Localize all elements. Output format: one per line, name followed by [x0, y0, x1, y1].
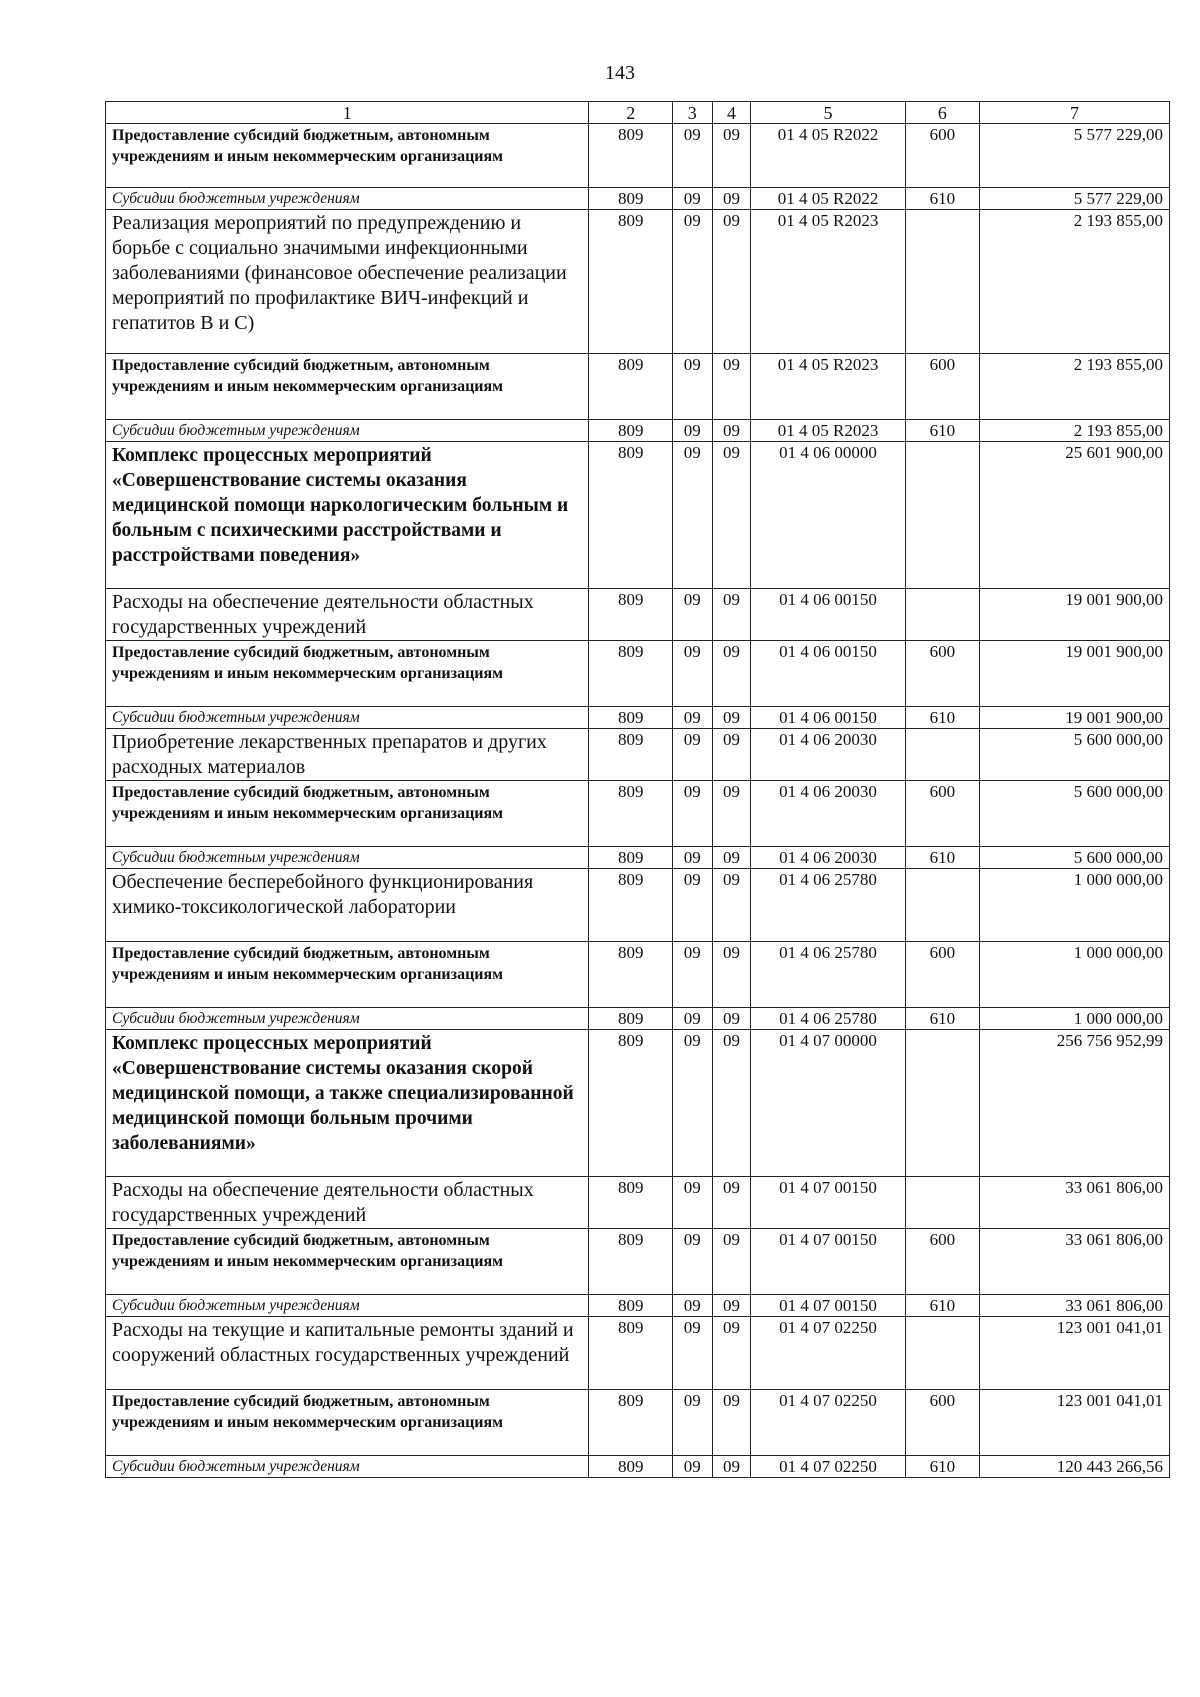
row-description: Комплекс процессных мероприятий «Совершенствование системы оказания скорой медицинской помощи, а также специализированной медицинской помощи больным прочими заболеваниями» [106, 1030, 589, 1177]
section-code: 09 [672, 589, 712, 641]
table-row [106, 1456, 1170, 1478]
expense-type-code [905, 1030, 979, 1177]
target-article-code: 01 4 06 00150 [751, 707, 906, 729]
expense-type-code: 600 [905, 1229, 979, 1295]
section-code: 09 [672, 1008, 712, 1030]
column-header: 2 [589, 102, 673, 124]
section-code: 09 [672, 781, 712, 847]
ministry-code: 809 [589, 1295, 673, 1317]
subsection-code: 09 [712, 1229, 751, 1295]
row-description: Предоставление субсидий бюджетным, автономным учреждениям и иным некоммерческим организациям [106, 1229, 589, 1295]
table-row [106, 589, 1170, 641]
section-code: 09 [672, 729, 712, 781]
expense-type-code [905, 1317, 979, 1390]
table-row [106, 1229, 1170, 1295]
section-code: 09 [672, 210, 712, 354]
amount: 5 600 000,00 [979, 847, 1169, 869]
row-description: Обеспечение бесперебойного функционирования химико-токсикологической лаборатории [106, 869, 589, 942]
row-description: Предоставление субсидий бюджетным, автономным учреждениям и иным некоммерческим организациям [106, 124, 589, 188]
target-article-code: 01 4 06 00150 [751, 589, 906, 641]
section-code: 09 [672, 869, 712, 942]
section-code: 09 [672, 707, 712, 729]
table-row [106, 707, 1170, 729]
ministry-code: 809 [589, 847, 673, 869]
section-code: 09 [672, 124, 712, 188]
target-article-code: 01 4 06 25780 [751, 869, 906, 942]
expense-type-code [905, 210, 979, 354]
subsection-code: 09 [712, 707, 751, 729]
row-description: Приобретение лекарственных препаратов и других расходных материалов [106, 729, 589, 781]
expense-type-code: 610 [905, 1456, 979, 1478]
table-row [106, 124, 1170, 188]
ministry-code: 809 [589, 420, 673, 442]
ministry-code: 809 [589, 124, 673, 188]
header-row [106, 102, 1170, 124]
row-description: Предоставление субсидий бюджетным, автономным учреждениям и иным некоммерческим организациям [106, 781, 589, 847]
table-row [106, 1295, 1170, 1317]
row-description: Расходы на обеспечение деятельности областных государственных учреждений [106, 1177, 589, 1229]
amount: 5 577 229,00 [979, 124, 1169, 188]
target-article-code: 01 4 06 20030 [751, 847, 906, 869]
table-row [106, 847, 1170, 869]
target-article-code: 01 4 06 25780 [751, 1008, 906, 1030]
amount: 19 001 900,00 [979, 589, 1169, 641]
amount: 256 756 952,99 [979, 1030, 1169, 1177]
amount: 33 061 806,00 [979, 1229, 1169, 1295]
row-description: Расходы на обеспечение деятельности областных государственных учреждений [106, 589, 589, 641]
table-row [106, 729, 1170, 781]
section-code: 09 [672, 354, 712, 420]
target-article-code: 01 4 07 02250 [751, 1456, 906, 1478]
budget-table [105, 101, 1170, 1478]
column-header: 7 [979, 102, 1169, 124]
ministry-code: 809 [589, 781, 673, 847]
amount: 25 601 900,00 [979, 442, 1169, 589]
expense-type-code: 600 [905, 124, 979, 188]
ministry-code: 809 [589, 1229, 673, 1295]
expense-type-code: 600 [905, 641, 979, 707]
row-description: Субсидии бюджетным учреждениям [106, 420, 589, 442]
amount: 19 001 900,00 [979, 641, 1169, 707]
row-description: Субсидии бюджетным учреждениям [106, 188, 589, 210]
target-article-code: 01 4 07 00000 [751, 1030, 906, 1177]
target-article-code: 01 4 05 R2023 [751, 420, 906, 442]
subsection-code: 09 [712, 420, 751, 442]
ministry-code: 809 [589, 210, 673, 354]
expense-type-code [905, 442, 979, 589]
amount: 123 001 041,01 [979, 1390, 1169, 1456]
section-code: 09 [672, 1390, 712, 1456]
subsection-code: 09 [712, 124, 751, 188]
subsection-code: 09 [712, 781, 751, 847]
subsection-code: 09 [712, 729, 751, 781]
amount: 5 577 229,00 [979, 188, 1169, 210]
amount: 5 600 000,00 [979, 729, 1169, 781]
column-header: 6 [905, 102, 979, 124]
ministry-code: 809 [589, 1030, 673, 1177]
section-code: 09 [672, 188, 712, 210]
ministry-code: 809 [589, 942, 673, 1008]
ministry-code: 809 [589, 1177, 673, 1229]
ministry-code: 809 [589, 1008, 673, 1030]
ministry-code: 809 [589, 589, 673, 641]
expense-type-code: 610 [905, 707, 979, 729]
subsection-code: 09 [712, 1390, 751, 1456]
table-row [106, 1030, 1170, 1177]
target-article-code: 01 4 06 00150 [751, 641, 906, 707]
expense-type-code: 600 [905, 942, 979, 1008]
section-code: 09 [672, 847, 712, 869]
ministry-code: 809 [589, 641, 673, 707]
column-header: 3 [672, 102, 712, 124]
target-article-code: 01 4 06 20030 [751, 781, 906, 847]
row-description: Субсидии бюджетным учреждениям [106, 707, 589, 729]
amount: 120 443 266,56 [979, 1456, 1169, 1478]
subsection-code: 09 [712, 210, 751, 354]
row-description: Субсидии бюджетным учреждениям [106, 1008, 589, 1030]
subsection-code: 09 [712, 589, 751, 641]
target-article-code: 01 4 06 25780 [751, 942, 906, 1008]
amount: 33 061 806,00 [979, 1295, 1169, 1317]
target-article-code: 01 4 05 R2022 [751, 188, 906, 210]
subsection-code: 09 [712, 847, 751, 869]
section-code: 09 [672, 1030, 712, 1177]
ministry-code: 809 [589, 188, 673, 210]
row-description: Предоставление субсидий бюджетным, автономным учреждениям и иным некоммерческим организациям [106, 942, 589, 1008]
target-article-code: 01 4 07 00150 [751, 1229, 906, 1295]
target-article-code: 01 4 07 00150 [751, 1177, 906, 1229]
target-article-code: 01 4 07 00150 [751, 1295, 906, 1317]
subsection-code: 09 [712, 1008, 751, 1030]
subsection-code: 09 [712, 442, 751, 589]
subsection-code: 09 [712, 1456, 751, 1478]
table-row [106, 354, 1170, 420]
subsection-code: 09 [712, 1177, 751, 1229]
row-description: Расходы на текущие и капитальные ремонты зданий и сооружений областных государственных учреждений [106, 1317, 589, 1390]
subsection-code: 09 [712, 1317, 751, 1390]
expense-type-code: 600 [905, 781, 979, 847]
section-code: 09 [672, 1177, 712, 1229]
row-description: Реализация мероприятий по предупреждению и борьбе с социально значимыми инфекционными заболеваниями (финансовое обеспечение реализации мероприятий по профилактике ВИЧ-инфекций и гепатитов В и С) [106, 210, 589, 354]
table-row [106, 188, 1170, 210]
table-row [106, 420, 1170, 442]
table-row [106, 869, 1170, 942]
subsection-code: 09 [712, 188, 751, 210]
section-code: 09 [672, 641, 712, 707]
ministry-code: 809 [589, 869, 673, 942]
row-description: Субсидии бюджетным учреждениям [106, 847, 589, 869]
row-description: Субсидии бюджетным учреждениям [106, 1456, 589, 1478]
subsection-code: 09 [712, 641, 751, 707]
expense-type-code [905, 1177, 979, 1229]
table-row [106, 1008, 1170, 1030]
ministry-code: 809 [589, 442, 673, 589]
amount: 2 193 855,00 [979, 210, 1169, 354]
section-code: 09 [672, 442, 712, 589]
expense-type-code [905, 729, 979, 781]
expense-type-code: 600 [905, 1390, 979, 1456]
table-row [106, 1390, 1170, 1456]
subsection-code: 09 [712, 1295, 751, 1317]
section-code: 09 [672, 1229, 712, 1295]
row-description: Предоставление субсидий бюджетным, автономным учреждениям и иным некоммерческим организациям [106, 354, 589, 420]
amount: 2 193 855,00 [979, 420, 1169, 442]
expense-type-code: 610 [905, 1295, 979, 1317]
ministry-code: 809 [589, 1317, 673, 1390]
page-number: 143 [605, 62, 635, 84]
amount: 5 600 000,00 [979, 781, 1169, 847]
expense-type-code: 610 [905, 1008, 979, 1030]
expense-type-code [905, 589, 979, 641]
table-row [106, 1317, 1170, 1390]
amount: 2 193 855,00 [979, 354, 1169, 420]
subsection-code: 09 [712, 1030, 751, 1177]
table-row [106, 942, 1170, 1008]
table-row [106, 442, 1170, 589]
row-description: Предоставление субсидий бюджетным, автономным учреждениям и иным некоммерческим организациям [106, 1390, 589, 1456]
amount: 19 001 900,00 [979, 707, 1169, 729]
section-code: 09 [672, 942, 712, 1008]
target-article-code: 01 4 07 02250 [751, 1317, 906, 1390]
table-row [106, 210, 1170, 354]
table-row [106, 781, 1170, 847]
section-code: 09 [672, 1456, 712, 1478]
row-description: Субсидии бюджетным учреждениям [106, 1295, 589, 1317]
amount: 1 000 000,00 [979, 1008, 1169, 1030]
target-article-code: 01 4 07 02250 [751, 1390, 906, 1456]
ministry-code: 809 [589, 707, 673, 729]
table-row [106, 641, 1170, 707]
target-article-code: 01 4 05 R2022 [751, 124, 906, 188]
target-article-code: 01 4 05 R2023 [751, 354, 906, 420]
expense-type-code: 610 [905, 188, 979, 210]
table-row [106, 1177, 1170, 1229]
expense-type-code: 610 [905, 420, 979, 442]
ministry-code: 809 [589, 1390, 673, 1456]
subsection-code: 09 [712, 869, 751, 942]
ministry-code: 809 [589, 729, 673, 781]
amount: 123 001 041,01 [979, 1317, 1169, 1390]
ministry-code: 809 [589, 354, 673, 420]
expense-type-code [905, 869, 979, 942]
amount: 1 000 000,00 [979, 869, 1169, 942]
column-header: 4 [712, 102, 751, 124]
ministry-code: 809 [589, 1456, 673, 1478]
target-article-code: 01 4 06 00000 [751, 442, 906, 589]
subsection-code: 09 [712, 942, 751, 1008]
column-header: 5 [751, 102, 906, 124]
section-code: 09 [672, 420, 712, 442]
section-code: 09 [672, 1317, 712, 1390]
expense-type-code: 610 [905, 847, 979, 869]
target-article-code: 01 4 06 20030 [751, 729, 906, 781]
expense-type-code: 600 [905, 354, 979, 420]
amount: 1 000 000,00 [979, 942, 1169, 1008]
row-description: Комплекс процессных мероприятий «Совершенствование системы оказания медицинской помощи наркологическим больным и больным с психическими расстройствами и расстройствами поведения» [106, 442, 589, 589]
column-header: 1 [106, 102, 589, 124]
target-article-code: 01 4 05 R2023 [751, 210, 906, 354]
budget-table-body [106, 102, 1170, 1478]
row-description: Предоставление субсидий бюджетным, автономным учреждениям и иным некоммерческим организациям [106, 641, 589, 707]
amount: 33 061 806,00 [979, 1177, 1169, 1229]
section-code: 09 [672, 1295, 712, 1317]
subsection-code: 09 [712, 354, 751, 420]
